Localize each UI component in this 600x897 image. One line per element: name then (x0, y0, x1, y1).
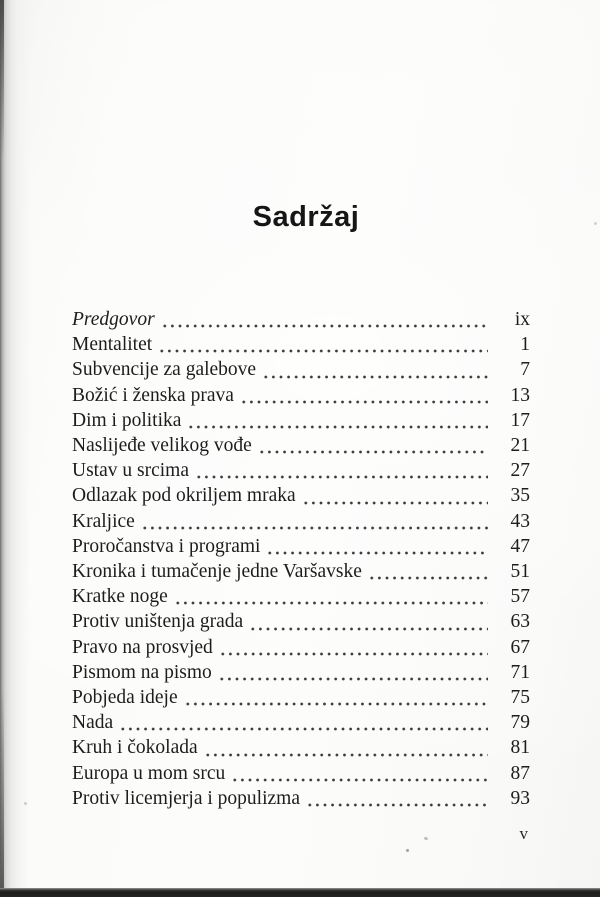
toc-entry-label: Mentalitet (72, 334, 153, 356)
dot-leader (218, 677, 488, 681)
toc-entry (72, 357, 530, 382)
scan-edge-left (0, 0, 30, 897)
toc-entry (72, 609, 530, 634)
dot-leader (306, 803, 488, 807)
toc-entry-page-number: ix (514, 309, 530, 330)
dot-leader (368, 576, 488, 580)
toc-entry-label: Odlazak pod okriljem mraka (72, 485, 296, 507)
dot-leader (249, 627, 488, 631)
toc-entry (72, 433, 530, 458)
toc-entry-page-number: 7 (520, 359, 530, 381)
toc-entry-page-number: 47 (510, 535, 530, 557)
toc-entry-label: Pravo na prosvjed (72, 636, 213, 658)
toc-entry (72, 584, 530, 609)
toc-entry (72, 408, 530, 433)
dot-leader (195, 475, 488, 479)
toc-entry-label: Kraljice (72, 510, 135, 532)
scan-speck (424, 836, 429, 840)
dot-leader (231, 778, 488, 782)
table-of-contents (72, 307, 530, 811)
scan-edge-left-shadow-bottom (0, 688, 4, 888)
dot-leader (184, 702, 488, 706)
toc-entry-label: Nada (72, 712, 114, 734)
toc-entry-label: Kronika i tumačenje jedne Varšavske (72, 561, 362, 583)
toc-entry-label: Subvencije za galebove (72, 359, 257, 381)
toc-entry-page-number: 27 (510, 460, 530, 482)
dot-leader (187, 425, 488, 429)
toc-entry-label: Europa u mom srcu (72, 762, 226, 784)
toc-entry-page-number: 57 (510, 586, 530, 608)
toc-entry (72, 483, 530, 508)
toc-entry-page-number: 81 (510, 737, 530, 759)
toc-entry (72, 332, 530, 357)
toc-entry-label: Pobjeda ideje (72, 687, 178, 709)
toc-entry (72, 458, 530, 483)
toc-entry-page-number: 79 (510, 712, 530, 734)
folio-page-number: v (519, 824, 528, 843)
toc-entry-label: Kruh i čokolada (72, 737, 198, 759)
toc-entry (72, 761, 530, 786)
toc-entry-page-number: 51 (510, 561, 530, 583)
toc-entry-page-number: 1 (520, 334, 530, 356)
toc-entry-page-number: 13 (510, 384, 530, 406)
toc-entry-page-number: 93 (510, 787, 530, 809)
toc-entry-label: Dim i politika (72, 409, 182, 431)
toc-entry-page-number: 75 (510, 687, 530, 709)
toc-entry (72, 710, 530, 735)
toc-entry-page-number: 71 (510, 661, 530, 683)
page-title: Sadržaj (252, 201, 360, 234)
toc-entry-page-number: 17 (510, 409, 530, 431)
dot-leader (174, 601, 488, 605)
toc-entry-page-number: 21 (510, 435, 530, 457)
dot-leader (266, 551, 488, 555)
toc-entry-label: Naslijeđe velikog vođe (72, 435, 252, 457)
scan-speck (594, 222, 597, 225)
toc-entry-page-number: 43 (510, 510, 530, 532)
toc-entry (72, 383, 530, 408)
toc-entry-label: Protiv uništenja grada (72, 611, 244, 633)
toc-entry-page-number: 35 (510, 485, 530, 507)
dot-leader (262, 375, 488, 379)
toc-entry-label: Kratke noge (72, 586, 168, 608)
scan-edge-left-shadow-top (0, 0, 4, 160)
toc-entry-page-number: 63 (510, 611, 530, 633)
scan-speck (406, 849, 409, 852)
toc-entry (72, 307, 530, 332)
dot-leader (141, 526, 488, 530)
dot-leader (219, 652, 488, 656)
dot-leader (258, 450, 488, 454)
toc-entry-label: Pismom na pismo (72, 661, 212, 683)
toc-entry (72, 660, 530, 685)
dot-leader (302, 501, 488, 505)
dot-leader (204, 753, 488, 757)
dot-leader (161, 324, 488, 328)
toc-entry (72, 635, 530, 660)
toc-entry (72, 735, 530, 760)
toc-entry-label: Božić i ženska prava (72, 384, 234, 406)
dot-leader (158, 349, 488, 353)
dot-leader (240, 400, 488, 404)
toc-entry-label: Proročanstva i programi (72, 535, 261, 557)
toc-entry-label: Predgovor (72, 309, 155, 330)
toc-entry-page-number: 87 (510, 762, 530, 784)
toc-entry-label: Ustav u srcima (72, 460, 189, 482)
toc-entry (72, 685, 530, 710)
dot-leader (119, 727, 488, 731)
scan-edge-bottom (0, 888, 600, 897)
toc-entry (72, 534, 530, 559)
toc-entry (72, 786, 530, 811)
scan-speck (24, 802, 27, 805)
toc-entry (72, 559, 530, 584)
toc-entry (72, 509, 530, 534)
toc-entry-label: Protiv licemjerja i populizma (72, 787, 300, 809)
toc-entry-page-number: 67 (510, 636, 530, 658)
